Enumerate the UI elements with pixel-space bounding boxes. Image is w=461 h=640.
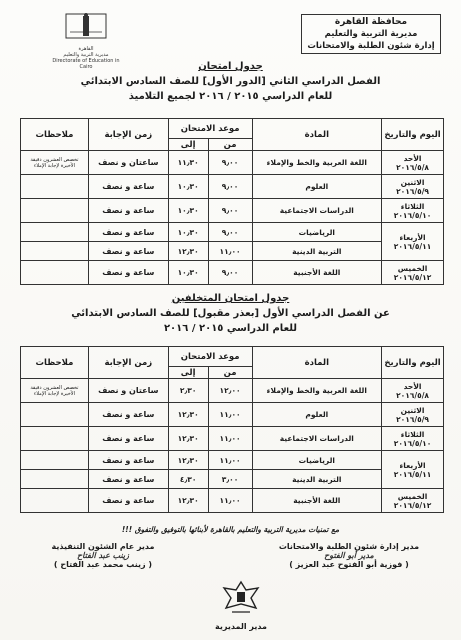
day-cell: الثلاثاء ٢٠١٦/٥/١٠ — [382, 199, 444, 223]
day-cell: الأربعاء ٢٠١٦/٥/١١ — [382, 451, 444, 489]
table-row — [21, 223, 444, 242]
subject-cell: الرياضيات — [252, 223, 382, 242]
duration-cell: ساعة و نصف — [88, 242, 168, 261]
duration-cell: ساعة و نصف — [88, 223, 168, 242]
subject-cell: الرياضيات — [252, 451, 382, 470]
governorate-label: محافظة القاهرة — [334, 17, 408, 27]
table-row — [21, 199, 444, 223]
exam1-year: للعام الدراسي ٢٠١٥ / ٢٠١٦ لجميع التلاميذ — [128, 91, 333, 102]
from-cell: ١٢٫٠٠ — [208, 379, 252, 403]
day-cell: الأحد ٢٠١٦/٥/٨ — [382, 379, 444, 403]
from-cell: ٩٫٠٠ — [208, 223, 252, 242]
day-cell: الثلاثاء ٢٠١٦/٥/١٠ — [382, 427, 444, 451]
note-cell — [21, 470, 89, 489]
signature-exams — [259, 542, 439, 569]
to-cell: ٤٫٣٠ — [168, 470, 208, 489]
header-subject: المادة — [252, 347, 382, 379]
day-cell: الاثنين ٢٠١٦/٥/٩ — [382, 175, 444, 199]
to-cell: ١٢٫٣٠ — [168, 489, 208, 513]
to-cell: ١٠٫٣٠ — [168, 199, 208, 223]
to-cell: ١٢٫٣٠ — [168, 451, 208, 470]
duration-cell: ساعة و نصف — [88, 489, 168, 513]
table-row — [21, 261, 444, 285]
exams-role: مدير إدارة شئون الطلبة والامتحانات — [278, 542, 420, 551]
note-cell — [21, 427, 89, 451]
to-cell: ١١٫٣٠ — [168, 151, 208, 175]
to-cell: ٢٫٣٠ — [168, 379, 208, 403]
from-cell: ١١٫٠٠ — [208, 403, 252, 427]
executive-signature: زينب عبد الفتاح — [76, 551, 130, 560]
header-to: إلى — [168, 139, 208, 151]
note-cell — [21, 223, 89, 242]
note-cell — [21, 242, 89, 261]
day-cell: الأحد ٢٠١٦/٥/٨ — [382, 151, 444, 175]
table-row — [21, 242, 444, 261]
header-time: موعد الامتحان — [168, 347, 252, 367]
to-cell: ١٠٫٣٠ — [168, 261, 208, 285]
directorate-seal — [198, 578, 284, 631]
subject-cell: اللغة الأجنبية — [252, 261, 382, 285]
duration-cell: ساعة و نصف — [88, 175, 168, 199]
duration-cell: ساعة و نصف — [88, 403, 168, 427]
table-row — [21, 175, 444, 199]
header-duration: زمن الإجابة — [88, 347, 168, 379]
table-row — [21, 489, 444, 513]
exam2-subtitle: عن الفصل الدراسي الأول [بعذر مقبول] للصف السادس الابتدائي — [71, 308, 390, 319]
exam1-table — [20, 118, 444, 285]
from-cell: ٩٫٠٠ — [208, 261, 252, 285]
header-day: اليوم والتاريخ — [382, 347, 444, 379]
subject-cell: العلوم — [252, 175, 382, 199]
header-box — [301, 14, 441, 54]
duration-cell: ساعة و نصف — [88, 451, 168, 470]
header-subject: المادة — [252, 119, 382, 151]
duration-cell: ساعة و نصف — [88, 470, 168, 489]
duration-cell: ساعتان و نصف — [88, 379, 168, 403]
table-row — [21, 427, 444, 451]
subject-cell: اللغة العربية والخط والإملاء — [252, 151, 382, 175]
duration-cell: ساعتان و نصف — [88, 151, 168, 175]
from-cell: ١١٫٠٠ — [208, 427, 252, 451]
logo-caption-city: القاهرة — [78, 46, 94, 52]
exam2-year: للعام الدراسي ٢٠١٥ / ٢٠١٦ — [163, 323, 298, 334]
day-cell: الأربعاء ٢٠١٦/٥/١١ — [382, 223, 444, 261]
note-cell — [21, 199, 89, 223]
header-to: إلى — [168, 367, 208, 379]
note-cell — [21, 451, 89, 470]
header-time: موعد الامتحان — [168, 119, 252, 139]
seal-label: مدير المديرية — [215, 622, 267, 631]
day-cell: الخميس ٢٠١٦/٥/١٢ — [382, 261, 444, 285]
executive-name: ( زينب محمد عبد الفتاح ) — [53, 560, 153, 569]
department-label: إدارة شئون الطلبة والامتحانات — [307, 41, 435, 51]
from-cell: ٩٫٠٠ — [208, 175, 252, 199]
to-cell: ١٠٫٣٠ — [168, 175, 208, 199]
exam2-title: جدول امتحان المتخلفين — [171, 293, 290, 304]
day-cell: الاثنين ٢٠١٦/٥/٩ — [382, 403, 444, 427]
duration-cell: ساعة و نصف — [88, 199, 168, 223]
exam1-titles — [0, 60, 461, 104]
to-cell: ١٠٫٣٠ — [168, 223, 208, 242]
to-cell: ١٢٫٣٠ — [168, 427, 208, 451]
logo-caption-en: Directorate of Education in Cairo — [52, 58, 120, 70]
exam2-table — [20, 346, 444, 513]
duration-cell: ساعة و نصف — [88, 427, 168, 451]
header-from: من — [208, 139, 252, 151]
from-cell: ١١٫٠٠ — [208, 489, 252, 513]
signature-executive — [18, 542, 188, 569]
table-row — [21, 151, 444, 175]
exam2-titles — [0, 292, 461, 336]
header-from: من — [208, 367, 252, 379]
subject-cell: العلوم — [252, 403, 382, 427]
duration-cell: ساعة و نصف — [88, 261, 168, 285]
note-cell: تخصص العشرون دقيقة الأخيرة لإجابة الإملاء — [21, 151, 89, 175]
from-cell: ١١٫٠٠ — [208, 451, 252, 470]
note-cell — [21, 261, 89, 285]
day-cell: الخميس ٢٠١٦/٥/١٢ — [382, 489, 444, 513]
subject-cell: التربية الدينية — [252, 242, 382, 261]
from-cell: ١١٫٠٠ — [208, 242, 252, 261]
note-cell — [21, 403, 89, 427]
subject-cell: الدراسات الاجتماعية — [252, 427, 382, 451]
from-cell: ٣٫٠٠ — [208, 470, 252, 489]
table-row — [21, 470, 444, 489]
subject-cell: اللغة الأجنبية — [252, 489, 382, 513]
header-notes: ملاحظات — [21, 119, 89, 151]
exams-signature: مدير أبو الفتوح — [324, 551, 374, 560]
directorate-label: مديرية التربية والتعليم — [324, 29, 418, 39]
note-cell — [21, 489, 89, 513]
table-row — [21, 451, 444, 470]
exam1-title: جدول امتحان — [198, 61, 263, 72]
wish-line: مع تمنيات مديرية التربية والتعليم بالقاهرة لأبنائها بالتوفيق والتفوق !!! — [121, 525, 340, 534]
subject-cell: الدراسات الاجتماعية — [252, 199, 382, 223]
subject-cell: التربية الدينية — [252, 470, 382, 489]
note-cell: تخصص العشرون دقيقة الأخيرة لإجابة الإملاء — [21, 379, 89, 403]
from-cell: ٩٫٠٠ — [208, 199, 252, 223]
header-notes: ملاحظات — [21, 347, 89, 379]
to-cell: ١٢٫٣٠ — [168, 403, 208, 427]
header-day: اليوم والتاريخ — [382, 119, 444, 151]
subject-cell: اللغة العربية والخط والإملاء — [252, 379, 382, 403]
header-duration: زمن الإجابة — [88, 119, 168, 151]
note-cell — [21, 175, 89, 199]
executive-role: مدير عام الشئون التنفيذية — [51, 542, 155, 551]
eagle-seal-icon — [218, 578, 264, 618]
logo-caption-ar: مديرية التربية والتعليم — [63, 52, 109, 58]
tower-logo-icon — [56, 10, 116, 46]
exams-name: ( فوزية أبو الفتوح عبد العزيز ) — [289, 560, 409, 569]
from-cell: ٩٫٠٠ — [208, 151, 252, 175]
table-row — [21, 403, 444, 427]
table-row — [21, 379, 444, 403]
exam1-subtitle: الفصل الدراسي الثاني [الدور الأول] للصف السادس الابتدائي — [80, 76, 381, 87]
to-cell: ١٢٫٣٠ — [168, 242, 208, 261]
